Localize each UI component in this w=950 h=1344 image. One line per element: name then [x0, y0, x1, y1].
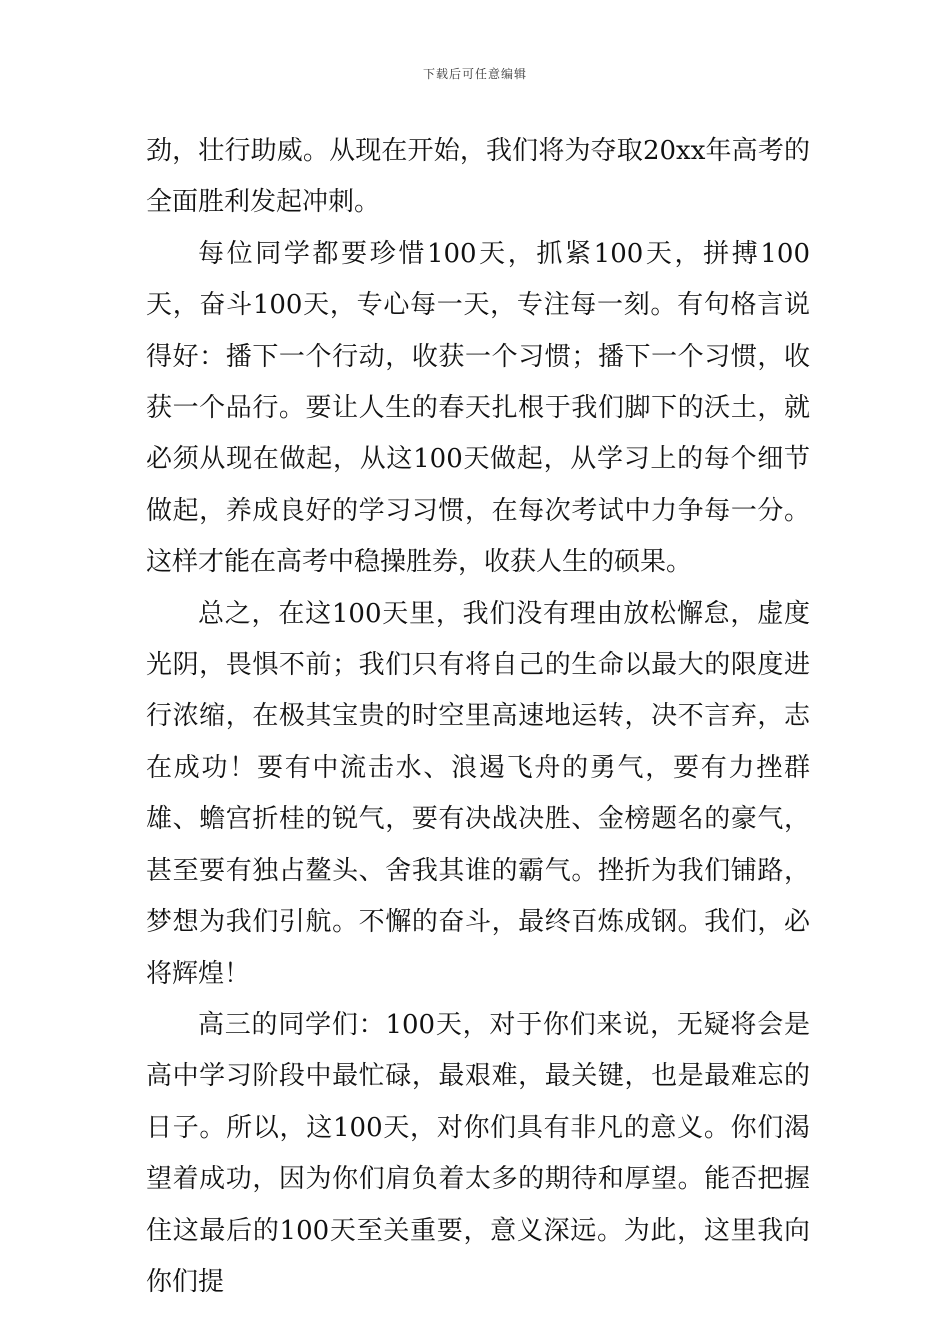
paragraph: 劲，壮行助威。从现在开始，我们将为夺取20xx年高考的全面胜利发起冲刺。 [146, 136, 810, 218]
paragraph: 每位同学都要珍惜100天，抓紧100天，拼搏100天，奋斗100天，专心每一天，专注每一刻。有句格言说得好：播下一个行动，收获一个习惯；播下一个习惯，收获一个品行。要让人生的春天扎根于我们脚下的沃土，就必须从现在做起，从这100天做起，从学习上的每个细节做起，养成良好的学习习惯，在每次考试中力争每一分。这样才能在高考中稳操胜券，收获人生的硕果。 [146, 238, 810, 578]
document-body [146, 126, 810, 1308]
paragraph: 总之，在这100天里，我们没有理由放松懈怠，虚度光阴，畏惧不前；我们只有将自己的生命以最大的限度进行浓缩，在极其宝贵的时空里高速地运转，决不言弃，志在成功！要有中流击水、浪遏飞舟的勇气，要有力挫群雄、蟾宫折桂的锐气，要有决战决胜、金榜题名的豪气，甚至要有独占鳌头、舍我其谁的霸气。挫折为我们铺路，梦想为我们引航。不懈的奋斗，最终百炼成钢。我们，必将辉煌！ [146, 598, 810, 989]
page-header: 下载后可任意编辑 [422, 67, 527, 81]
paragraph: 高三的同学们：100天，对于你们来说，无疑将会是高中学习阶段中最忙碌，最艰难，最关键，也是最难忘的日子。所以，这100天，对你们具有非凡的意义。你们渴望着成功，因为你们肩负着太多的期待和厚望。能否把握住这最后的100天至关重要，意义深远。为此，这里我向你们提 [146, 1009, 810, 1297]
